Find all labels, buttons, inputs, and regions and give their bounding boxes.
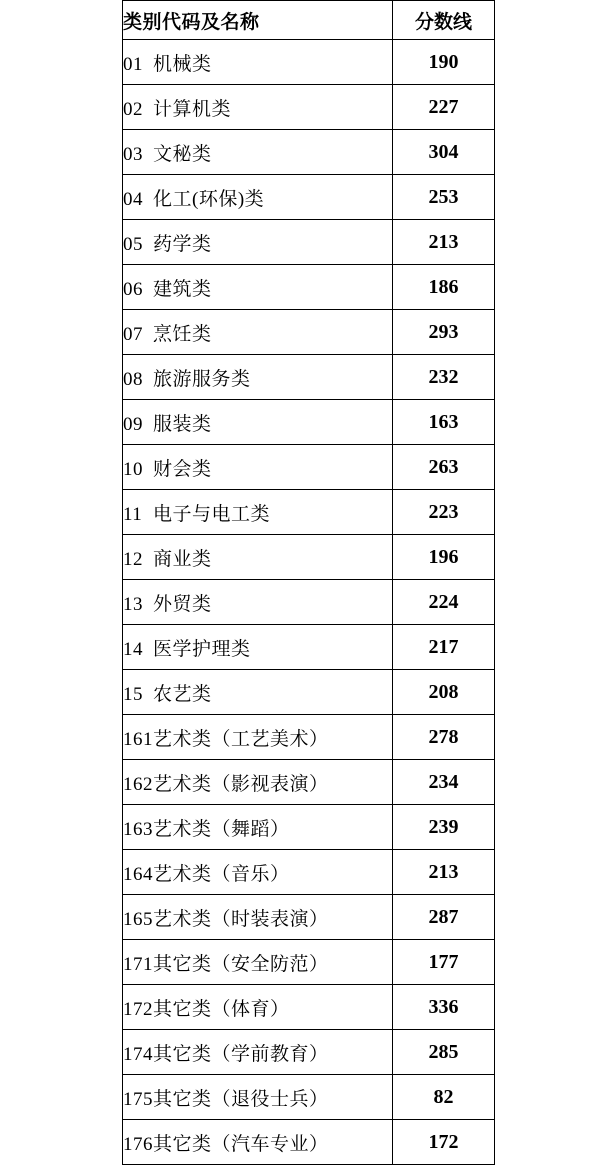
category-code: 174 — [123, 1043, 153, 1065]
table-row — [123, 580, 495, 625]
cell-category — [123, 1075, 393, 1120]
table-row — [123, 265, 495, 310]
category-name: 机械类 — [153, 53, 212, 75]
category-code: 01 — [123, 53, 143, 75]
category-name: 烹饪类 — [153, 323, 212, 345]
cell-score: 213 — [393, 220, 495, 265]
table-row — [123, 535, 495, 580]
cell-score: 177 — [393, 940, 495, 985]
table-row — [123, 400, 495, 445]
category-name: 财会类 — [153, 458, 212, 480]
cell-score: 217 — [393, 625, 495, 670]
category-code: 162 — [123, 773, 153, 795]
category-code: 08 — [123, 368, 143, 390]
cell-category — [123, 445, 393, 490]
category-name: 艺术类（工艺美术） — [153, 728, 329, 750]
category-code: 163 — [123, 818, 153, 840]
table-row — [123, 310, 495, 355]
cell-category — [123, 40, 393, 85]
cell-score: 223 — [393, 490, 495, 535]
table-row — [123, 1120, 495, 1165]
cell-score: 304 — [393, 130, 495, 175]
category-code: 03 — [123, 143, 143, 165]
table-row — [123, 1030, 495, 1075]
cell-score: 190 — [393, 40, 495, 85]
cell-category — [123, 130, 393, 175]
table-row — [123, 895, 495, 940]
cell-score: 287 — [393, 895, 495, 940]
cell-score: 227 — [393, 85, 495, 130]
cell-score: 213 — [393, 850, 495, 895]
table-row — [123, 940, 495, 985]
category-name: 旅游服务类 — [153, 368, 251, 390]
category-code: 14 — [123, 638, 143, 660]
category-code: 13 — [123, 593, 143, 615]
cell-score: 253 — [393, 175, 495, 220]
category-name: 艺术类（舞蹈） — [153, 818, 290, 840]
cell-category — [123, 175, 393, 220]
cell-category — [123, 940, 393, 985]
category-code: 11 — [123, 503, 143, 525]
category-code: 171 — [123, 953, 153, 975]
table-row — [123, 1075, 495, 1120]
table-row — [123, 670, 495, 715]
category-name: 艺术类（时装表演） — [153, 908, 329, 930]
category-code: 176 — [123, 1133, 153, 1155]
category-code: 165 — [123, 908, 153, 930]
table-row — [123, 445, 495, 490]
cell-score: 186 — [393, 265, 495, 310]
cell-category — [123, 355, 393, 400]
category-name: 建筑类 — [153, 278, 212, 300]
cell-category — [123, 580, 393, 625]
cell-score: 278 — [393, 715, 495, 760]
table-row — [123, 760, 495, 805]
cell-category — [123, 1030, 393, 1075]
cell-category — [123, 625, 393, 670]
cell-category — [123, 310, 393, 355]
category-name: 其它类（学前教育） — [153, 1043, 329, 1065]
cell-category — [123, 400, 393, 445]
table-header-row — [123, 1, 495, 40]
cell-score: 263 — [393, 445, 495, 490]
category-code: 175 — [123, 1088, 153, 1110]
category-name: 其它类（体育） — [153, 998, 290, 1020]
category-name: 其它类（汽车专业） — [153, 1133, 329, 1155]
cell-score: 285 — [393, 1030, 495, 1075]
table-row — [123, 850, 495, 895]
category-name: 药学类 — [153, 233, 212, 255]
table-row — [123, 625, 495, 670]
score-table-container — [122, 0, 494, 1165]
cell-category — [123, 85, 393, 130]
category-code: 04 — [123, 188, 143, 210]
table-header — [123, 1, 495, 40]
category-name: 外贸类 — [153, 593, 212, 615]
table-body — [123, 40, 495, 1165]
cell-score: 234 — [393, 760, 495, 805]
category-name: 农艺类 — [153, 683, 212, 705]
table-row — [123, 355, 495, 400]
category-code: 09 — [123, 413, 143, 435]
cell-category — [123, 985, 393, 1030]
cell-score: 336 — [393, 985, 495, 1030]
category-name: 艺术类（影视表演） — [153, 773, 329, 795]
cell-score: 82 — [393, 1075, 495, 1120]
category-name: 计算机类 — [153, 98, 232, 120]
category-name: 服装类 — [153, 413, 212, 435]
category-code: 10 — [123, 458, 143, 480]
cell-category — [123, 805, 393, 850]
category-name: 文秘类 — [153, 143, 212, 165]
category-code: 05 — [123, 233, 143, 255]
cell-category — [123, 895, 393, 940]
table-row — [123, 490, 495, 535]
table-row — [123, 175, 495, 220]
category-code: 07 — [123, 323, 143, 345]
table-row — [123, 220, 495, 265]
category-name: 其它类（安全防范） — [153, 953, 329, 975]
cell-category — [123, 850, 393, 895]
category-code: 164 — [123, 863, 153, 885]
table-row — [123, 130, 495, 175]
category-code: 06 — [123, 278, 143, 300]
category-name: 商业类 — [153, 548, 212, 570]
cell-category — [123, 1120, 393, 1165]
category-code: 172 — [123, 998, 153, 1020]
cell-category — [123, 670, 393, 715]
table-row — [123, 715, 495, 760]
category-code: 15 — [123, 683, 143, 705]
category-code: 12 — [123, 548, 143, 570]
cell-category — [123, 535, 393, 580]
cell-category — [123, 760, 393, 805]
cell-category — [123, 715, 393, 760]
column-header-score: 分数线 — [393, 1, 495, 40]
cell-score: 293 — [393, 310, 495, 355]
table-row — [123, 85, 495, 130]
category-name: 医学护理类 — [153, 638, 251, 660]
cell-score: 163 — [393, 400, 495, 445]
cell-category — [123, 490, 393, 535]
category-name: 电子与电工类 — [153, 503, 271, 525]
cell-score: 232 — [393, 355, 495, 400]
cell-score: 196 — [393, 535, 495, 580]
cell-score: 224 — [393, 580, 495, 625]
category-name: 艺术类（音乐） — [153, 863, 290, 885]
category-name: 其它类（退役士兵） — [153, 1088, 329, 1110]
score-line-table — [122, 0, 495, 1165]
column-header-category: 类别代码及名称 — [123, 1, 393, 40]
table-row — [123, 805, 495, 850]
table-row — [123, 985, 495, 1030]
cell-score: 172 — [393, 1120, 495, 1165]
cell-score: 208 — [393, 670, 495, 715]
category-code: 02 — [123, 98, 143, 120]
cell-category — [123, 220, 393, 265]
cell-score: 239 — [393, 805, 495, 850]
category-name: 化工(环保)类 — [153, 188, 265, 210]
cell-category — [123, 265, 393, 310]
category-code: 161 — [123, 728, 153, 750]
table-row — [123, 40, 495, 85]
